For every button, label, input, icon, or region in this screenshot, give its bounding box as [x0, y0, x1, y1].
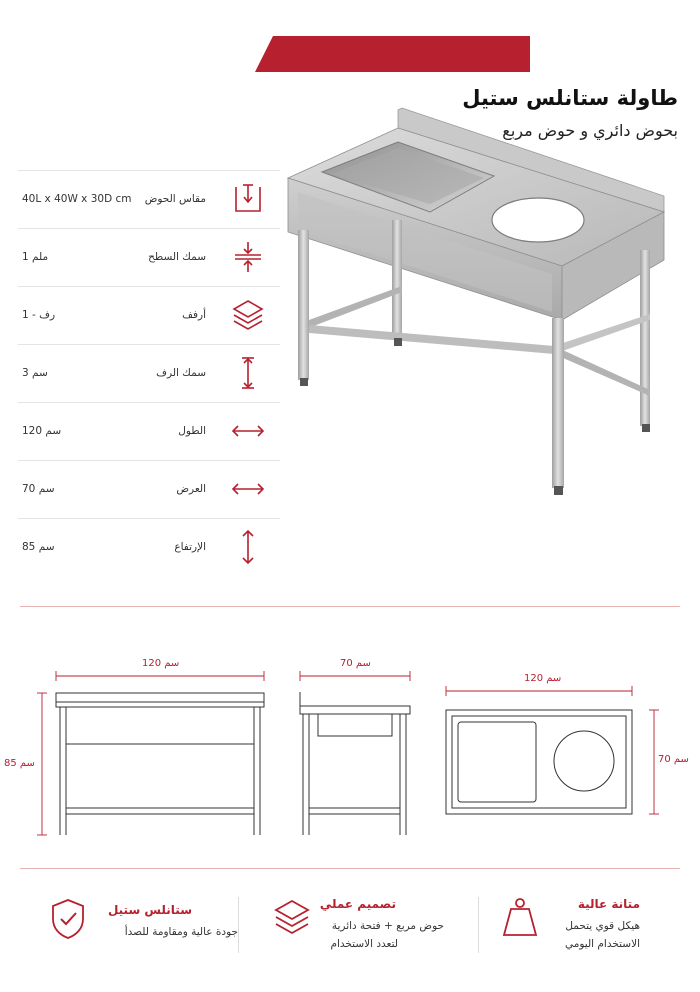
top-length-label: 120 سم	[524, 673, 562, 684]
section-divider	[20, 868, 680, 869]
width-arrow-icon	[230, 471, 266, 507]
layers-icon	[230, 297, 266, 333]
spec-label: أرفف	[182, 309, 206, 321]
spec-value: 1 ملم	[22, 251, 49, 263]
spec-value: 70 سم	[22, 483, 55, 495]
spec-value: 1 - رف	[22, 309, 56, 321]
feature-desc: هيكل قوي يتحمل	[565, 920, 640, 932]
feature-title: تصميم عملي	[319, 897, 396, 911]
spec-row	[18, 228, 280, 286]
spec-row	[18, 402, 280, 460]
spec-label: سمك السطح	[148, 251, 206, 263]
spec-row	[18, 286, 280, 344]
surface-thickness-icon	[230, 239, 266, 275]
shelf-thickness-icon	[230, 355, 266, 391]
side-view-drawing	[300, 692, 410, 835]
sink-depth-icon	[230, 181, 266, 217]
front-view-drawing	[56, 693, 264, 835]
page-title: طاولة ستانلس ستيل	[462, 86, 678, 110]
height-arrow-icon	[230, 529, 266, 565]
feature-desc: لتعدد الاستخدام	[330, 938, 398, 950]
page-subtitle: بحوض دائري و حوض مربع	[502, 121, 678, 140]
spec-row	[18, 460, 280, 518]
weight-icon	[500, 895, 540, 939]
length-arrow-icon	[230, 413, 266, 449]
specs-list	[18, 170, 280, 576]
feature-item	[480, 885, 700, 975]
spec-label: سمك الرف	[156, 367, 206, 379]
banner-title: داتا شيت	[594, 40, 678, 62]
feature-item	[258, 885, 478, 975]
spec-row	[18, 170, 280, 228]
spec-label: العرض	[176, 483, 206, 495]
spec-value: 40L x 40W x 30D cm	[22, 193, 132, 205]
feature-item	[30, 885, 250, 975]
spec-value: 120 سم	[22, 425, 62, 437]
spec-label: الطول	[178, 425, 206, 437]
spec-row	[18, 518, 280, 576]
feature-title: متانة عالية	[577, 897, 640, 911]
feature-title: ستانلس ستيل	[107, 903, 192, 917]
feature-desc: الاستخدام اليومي	[564, 938, 640, 950]
top-width-label: 70 سم	[658, 754, 689, 765]
shield-check-icon	[48, 897, 88, 941]
section-divider	[20, 606, 680, 607]
top-view-drawing	[446, 710, 632, 814]
datasheet-banner	[255, 36, 700, 72]
front-width-label: 120 سم	[142, 658, 180, 669]
side-width-label: 70 سم	[340, 658, 371, 669]
feature-desc: جودة عالية ومقاومة للصدأ	[124, 926, 238, 938]
features-row	[0, 885, 700, 985]
layers-icon	[272, 897, 312, 941]
feature-separator	[238, 897, 239, 953]
product-image	[280, 100, 690, 520]
spec-value: 85 سم	[22, 541, 55, 553]
spec-label: مقاس الحوض	[144, 193, 206, 205]
feature-separator	[478, 897, 479, 953]
technical-drawings	[0, 640, 700, 860]
spec-value: 3 سم	[22, 367, 48, 379]
spec-row	[18, 344, 280, 402]
feature-desc: حوض مربع + فتحة دائرية	[331, 920, 444, 932]
spec-label: الإرتفاع	[174, 541, 206, 553]
front-height-label: 85 سم	[4, 758, 35, 769]
